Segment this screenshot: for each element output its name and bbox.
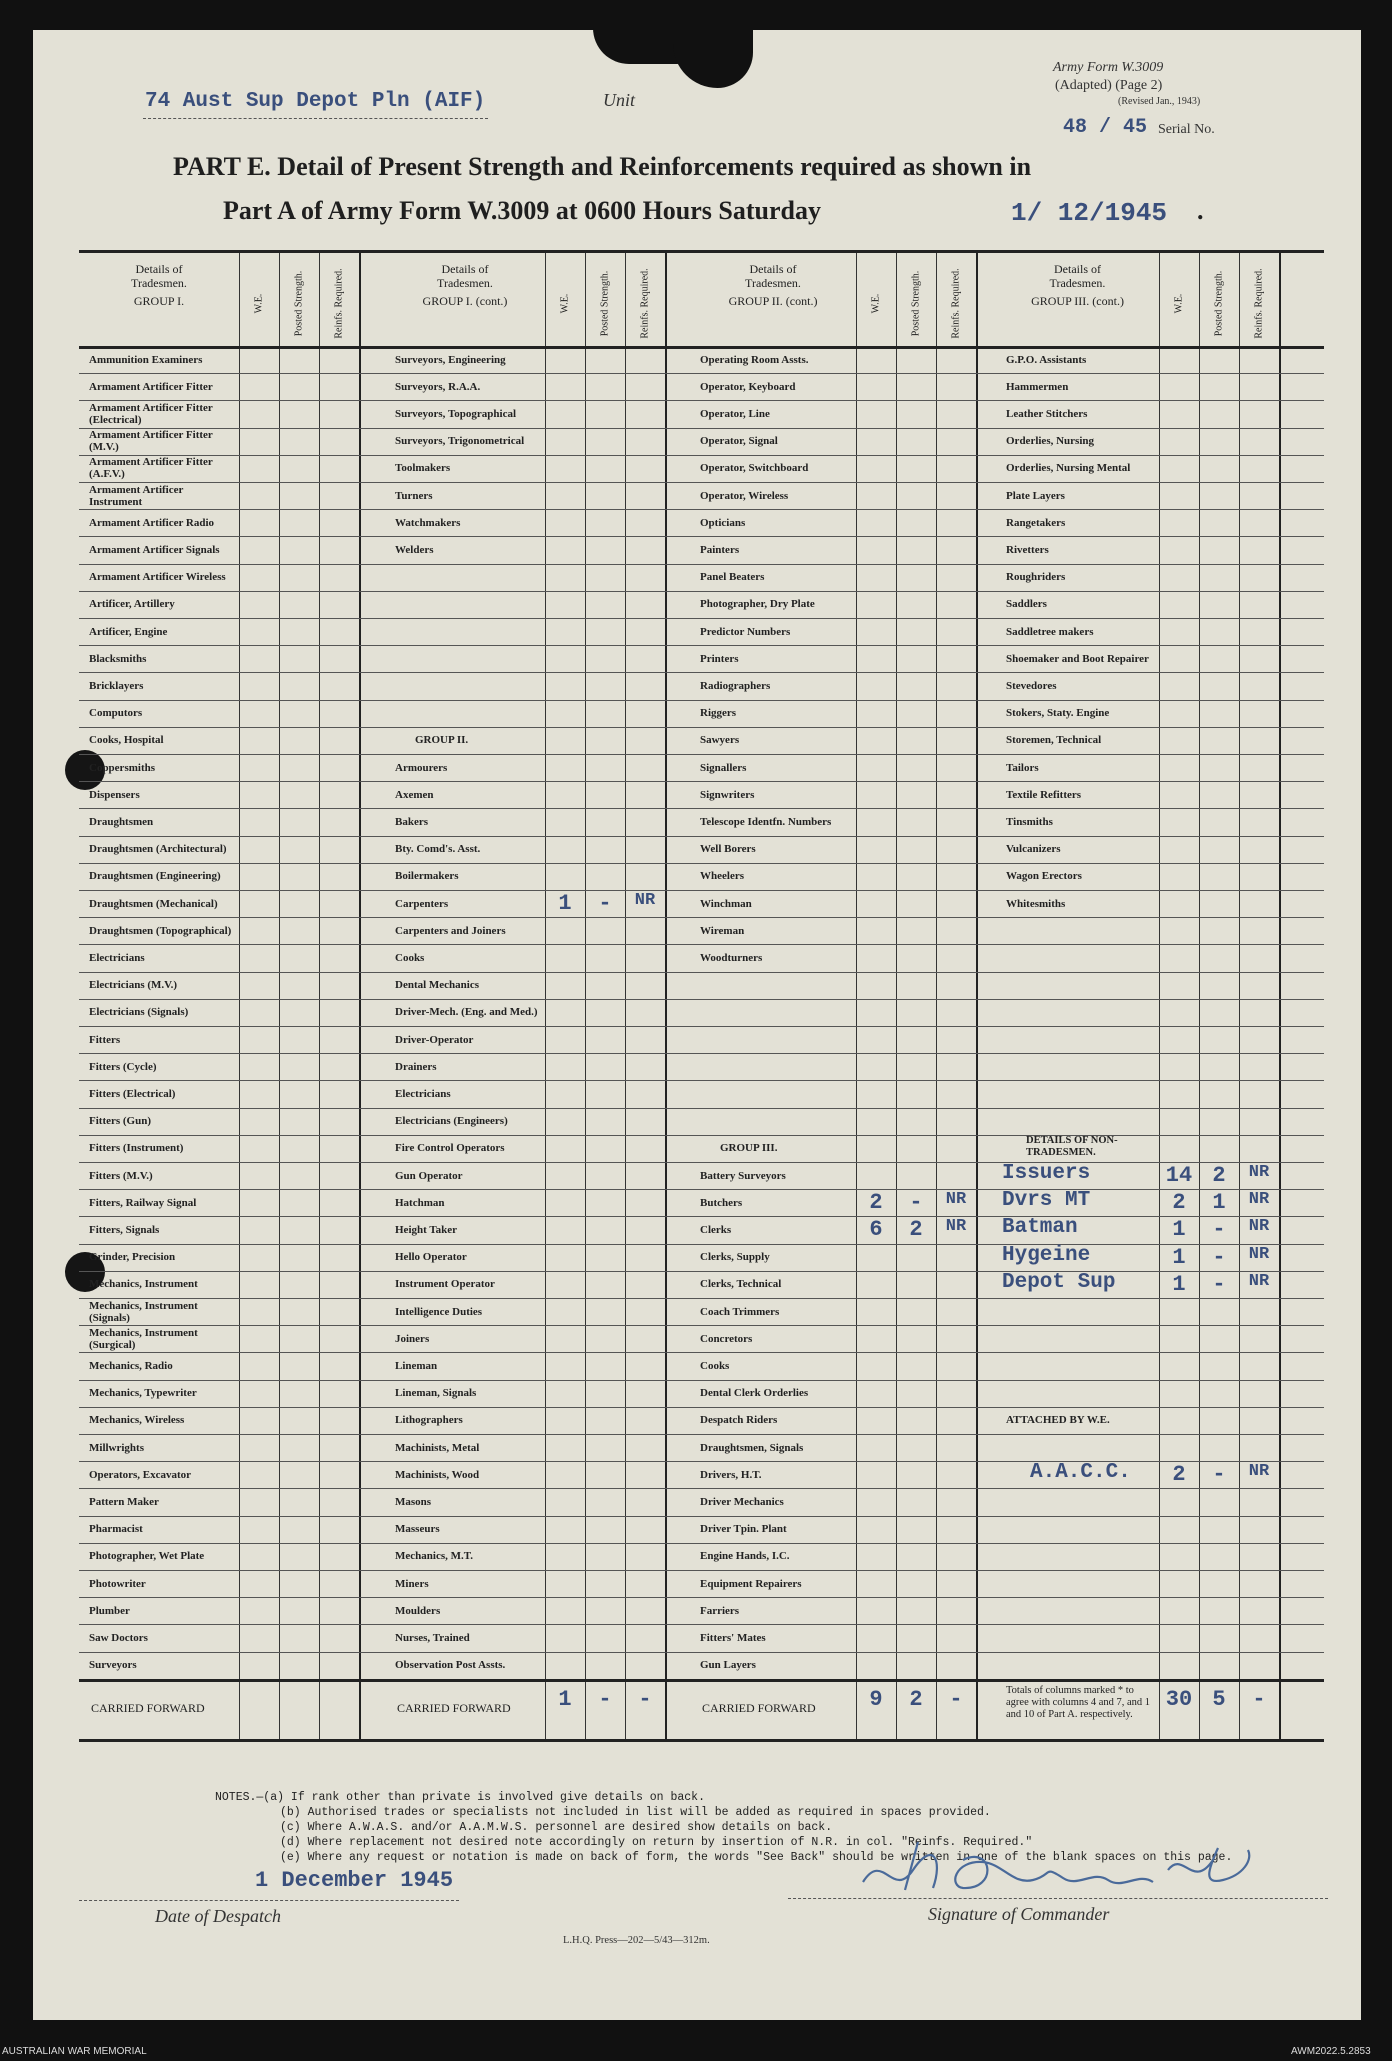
entry-value: 14 [1165,1163,1193,1188]
trade-label: Ammunition Examiners [89,353,203,366]
trade-label: Pattern Maker [89,1495,159,1508]
trade-label: Panel Beaters [700,571,765,584]
trade-label: Electricians [89,951,145,964]
trade-label: Fire Control Operators [395,1142,505,1155]
archive-left: AUSTRALIAN WAR MEMORIAL [2,2046,147,2057]
group-heading: GROUP III. [720,1141,778,1154]
totals-note: Totals of columns marked * to agree with columns 4 and 7, and 1 and 10 of Part A. respectively. [1006,1684,1151,1720]
trade-label: Turners [395,489,433,502]
trade-label: G.P.O. Assistants [1006,353,1087,366]
trade-label: Grinder, Precision [89,1251,176,1264]
sub-header [239,268,279,338]
trade-label: Fitters' Mates [700,1631,766,1644]
entry-value: 1 [1172,1217,1186,1243]
trade-label: Cooks [700,1359,730,1372]
trade-label: Mechanics, Instrument [89,1278,198,1291]
trade-label: Sawyers [700,734,740,747]
trade-label: Masons [395,1495,432,1508]
note-d: (d) Where replacement not desired note accordingly on return by insertion of N.R. in col. "Reinfs. Required." [280,1836,1033,1849]
entry-value: 2 [909,1217,923,1243]
tradesmen-table [79,250,1324,1766]
torn-edge [673,28,753,88]
trade-label: Equipment Repairers [700,1577,802,1590]
column-header [79,262,239,308]
trade-label: Draughtsmen (Topographical) [89,924,232,937]
trade-label: Mechanics, Wireless [89,1414,185,1427]
trade-label: Dental Mechanics [395,979,480,992]
trade-label: Masseurs [395,1523,440,1536]
trade-label: Mechanics, Instrument (Surgical) [89,1326,198,1351]
trade-label: Saddletree makers [1006,625,1094,638]
sub-header-label: W.E. [559,293,571,313]
trade-label: Boilermakers [395,870,459,883]
sub-header-label: Posted Strength. [293,270,305,336]
attached-name: A.A.C.C. [1030,1461,1131,1485]
trade-label: Axemen [395,788,434,801]
trade-label: Whitesmiths [1006,897,1066,910]
trade-label: Saw Doctors [89,1631,148,1644]
trade-label: Fitters (Cycle) [89,1060,157,1073]
trade-label: Photographer, Dry Plate [700,598,815,611]
trade-label: Nurses, Trained [395,1631,470,1644]
trade-label: Woodturners [700,951,763,964]
column-header [385,262,545,308]
trade-label: Mechanics, M.T. [395,1550,474,1563]
trade-label: Electricians [395,1087,451,1100]
carried-forward-label: CARRIED FORWARD [702,1700,816,1715]
row-rule [79,1080,1324,1081]
row-rule [79,972,1324,973]
sub-header [936,268,976,338]
trade-label: Lineman, Signals [395,1387,477,1400]
trade-label: Surveyors [89,1659,137,1672]
trade-label: Tailors [1006,761,1039,774]
entry-value: NR [1248,1462,1270,1482]
trade-label: Observation Post Assts. [395,1659,506,1672]
sub-header-label: Posted Strength. [1213,270,1225,336]
group-heading: DETAILS OF NON-TRADESMEN. [1026,1134,1118,1158]
title-date: 1/ 12/1945 [1011,198,1168,228]
trade-label: Carpenters [395,897,449,910]
trade-label: Photographer, Wet Plate [89,1550,205,1563]
trade-label: Despatch Riders [700,1414,778,1427]
carried-forward-value: 1 [558,1686,572,1712]
sub-header-label: Posted Strength. [910,270,922,336]
trade-label: Armament Artificer Wireless [89,571,226,584]
title-line-2: Part A of Army Form W.3009 at 0600 Hours Saturday [223,196,821,225]
trade-label: Coach Trimmers [700,1305,780,1318]
note-b: (b) Authorised trades or specialists not included in list will be added as required in spaces provided. [280,1806,991,1819]
entry-value: - [1212,1462,1226,1488]
trade-label: Bty. Comd's. Asst. [395,843,481,856]
header-group: GROUP I. (cont.) [422,294,508,308]
trade-label: Intelligence Duties [395,1305,483,1318]
unit-value: 74 Aust Sup Depot Pln (AIF) [145,90,486,113]
carried-forward-label: CARRIED FORWARD [91,1700,205,1715]
trade-label: Surveyors, R.A.A. [395,380,481,393]
sub-header [319,268,359,338]
entry-value: 2 [1172,1462,1186,1488]
trade-label: Cooks [395,951,425,964]
trade-label: Driver Mechanics [700,1495,784,1508]
trade-label: Electricians (Signals) [89,1006,189,1019]
note-e: (e) Where any request or notation is made on back of form, the words "See Back" should be written in one of the blank spaces on this page. [280,1851,1233,1864]
sub-header [279,268,319,338]
trade-label: Drivers, H.T. [700,1468,762,1481]
trade-label: Surveyors, Engineering [395,353,506,366]
trade-label: Stokers, Staty. Engine [1006,707,1110,720]
trade-label: Hatchman [395,1196,445,1209]
form-page [33,30,1361,2020]
trade-label: Cooks, Hospital [89,734,164,747]
trade-label: Draughtsmen (Engineering) [89,870,221,883]
carried-forward-value: 9 [869,1686,883,1712]
trade-label: Butchers [700,1196,743,1209]
row-rule [79,1026,1324,1027]
trade-label: Mechanics, Instrument (Signals) [89,1299,198,1324]
trade-label: Leather Stitchers [1006,407,1088,420]
entry-value: NR [1248,1217,1270,1237]
trade-label: Operator, Keyboard [700,380,796,393]
trade-label: Blacksmiths [89,652,147,665]
trade-label: Operating Room Assts. [700,353,809,366]
trade-label: Clerks, Technical [700,1278,782,1291]
trade-label: Clerks, Supply [700,1251,770,1264]
column-header [996,262,1159,308]
trade-label: Machinists, Metal [395,1441,480,1454]
trade-label: Fitters (Instrument) [89,1142,184,1155]
carried-forward-value: 2 [909,1686,923,1712]
sub-header [896,268,936,338]
entry-value: - [1212,1217,1226,1243]
sub-header-label: W.E. [1173,293,1185,313]
header-title: Details of Tradesmen. [1049,262,1106,290]
trade-label: Operator, Signal [700,435,778,448]
trade-label: Fitters (Gun) [89,1115,152,1128]
sub-header-label: Reinfs. Required. [333,267,345,339]
entry-value: 6 [869,1217,883,1243]
trade-label: Printers [700,652,739,665]
trade-label: Fitters (M.V.) [89,1169,153,1182]
entry-value: 1 [558,891,572,916]
trade-label: Lineman [395,1359,438,1372]
header-group: GROUP II. (cont.) [728,294,818,308]
group-heading: GROUP II. [415,733,469,746]
entry-value: NR [634,891,656,910]
trade-label: Operator, Switchboard [700,462,809,475]
entry-value: 2 [1212,1163,1226,1188]
entry-value: NR [945,1217,967,1237]
entry-value: NR [945,1190,967,1210]
entry-value: 1 [1212,1190,1226,1216]
carried-forward-label: CARRIED FORWARD [397,1700,511,1715]
carried-forward-value: - [638,1686,652,1712]
trade-label: Armament Artificer Radio [89,516,215,529]
sub-header-label: W.E. [870,293,882,313]
trade-label: Pharmacist [89,1523,143,1536]
trade-label: Well Borers [700,843,756,856]
trade-label: Roughriders [1006,571,1066,584]
header-group: GROUP I. [133,294,185,308]
trade-label: Draughtsmen, Signals [700,1441,804,1454]
sub-header [1159,268,1199,338]
trade-label: Driver-Operator [395,1033,474,1046]
trade-label: Armament Artificer Fitter (A.F.V.) [89,456,213,481]
sub-header [625,268,665,338]
table-top-rule [79,250,1324,253]
entry-value: - [1212,1271,1226,1297]
trade-label: Hammermen [1006,380,1069,393]
non-tradesman-name: Hygeine [1002,1243,1091,1267]
trade-label: Telescope Identfn. Numbers [700,815,832,828]
carried-forward-rule [79,1679,1324,1682]
header-title: Details of Tradesmen. [437,262,493,290]
trade-label: Opticians [700,516,746,529]
trade-label: Shoemaker and Boot Repairer [1006,652,1149,665]
sub-header-label: Posted Strength. [599,270,611,336]
trade-label: Operators, Excavator [89,1468,192,1481]
trade-label: Driver Tpin. Plant [700,1523,787,1536]
signature-label: Signature of Commander [928,1904,1110,1924]
trade-label: Armament Artificer Fitter (M.V.) [89,429,213,454]
attached-label: ATTACHED BY W.E. [1006,1413,1110,1426]
sub-header-label: W.E. [253,293,265,313]
trade-label: Gun Layers [700,1659,756,1672]
sub-header-label: Reinfs. Required. [1253,267,1265,339]
trade-label: Concretors [700,1332,753,1345]
press-mark: L.H.Q. Press—202—5/43—312m. [563,1935,710,1946]
header-title: Details of Tradesmen. [745,262,801,290]
trade-label: Wheelers [700,870,744,883]
trade-label: Draughtsmen [89,815,154,828]
trade-label: Draughtsmen (Architectural) [89,843,227,856]
trade-label: Fitters [89,1033,121,1046]
trade-label: Battery Surveyors [700,1169,786,1182]
trade-label: Surveyors, Trigonometrical [395,435,525,448]
trade-label: Winchman [700,897,752,910]
title-end: . [1197,196,1204,225]
trade-label: Wireman [700,924,745,937]
non-tradesman-name: Issuers [1002,1162,1091,1185]
trade-label: Hello Operator [395,1251,467,1264]
sub-header [856,268,896,338]
entry-value: NR [1248,1163,1270,1182]
trade-label: Gun Operator [395,1169,463,1182]
trade-label: Dental Clerk Orderlies [700,1387,809,1400]
total-value: 30 [1165,1686,1193,1712]
trade-label: Predictor Numbers [700,625,791,638]
trade-label: Mechanics, Typewriter [89,1387,197,1400]
trade-label: Engine Hands, I.C. [700,1550,790,1563]
trade-label: Miners [395,1577,429,1590]
trade-label: Instrument Operator [395,1278,495,1291]
trade-label: Painters [700,543,740,556]
title-line-1: PART E. Detail of Present Strength and Reinforcements required as shown in [173,152,1032,181]
trade-label: Joiners [395,1332,430,1345]
trade-label: Riggers [700,707,737,720]
trade-label: Signallers [700,761,747,774]
trade-label: Dispensers [89,788,140,801]
despatch-line [79,1900,459,1901]
trade-label: Textile Refitters [1006,788,1082,801]
form-adapted: (Adapted) (Page 2) [1055,78,1163,93]
trade-label: Saddlers [1006,598,1047,611]
trade-label: Bakers [395,815,428,828]
trade-label: Carpenters and Joiners [395,924,506,937]
unit-underline [143,118,488,119]
trade-label: Storemen, Technical [1006,734,1102,747]
sub-header [545,268,585,338]
entry-value: 2 [869,1190,883,1216]
trade-label: Toolmakers [395,462,451,475]
trade-label: Bricklayers [89,679,144,692]
unit-label: Unit [603,90,636,110]
header-group: GROUP III. (cont.) [1031,294,1124,308]
non-tradesman-name: Depot Sup [1002,1270,1116,1294]
trade-label: Millwrights [89,1441,144,1454]
note-a: NOTES.—(a) If rank other than private is involved give details on back. [215,1791,705,1804]
column-header [690,262,856,308]
trade-label: Orderlies, Nursing Mental [1006,462,1131,475]
trade-label: Armourers [395,761,448,774]
serial-label: Serial No. [1158,122,1215,137]
table-bottom-rule [79,1739,1324,1742]
trade-label: Orderlies, Nursing [1006,435,1094,448]
trade-label: Farriers [700,1604,740,1617]
trade-label: Plate Layers [1006,489,1065,502]
signature-line [788,1898,1328,1899]
trade-label: Surveyors, Topographical [395,407,517,420]
sub-header-label: Reinfs. Required. [639,267,651,339]
entry-value: 1 [1172,1271,1186,1297]
trade-label: Artificer, Artillery [89,598,175,611]
trade-label: Coppersmiths [89,761,156,774]
row-rule [79,1053,1324,1054]
trade-label: Artificer, Engine [89,625,168,638]
trade-label: Mechanics, Radio [89,1359,173,1372]
trade-label: Lithographers [395,1414,463,1427]
trade-label: Drainers [395,1060,437,1073]
trade-label: Radiographers [700,679,771,692]
trade-label: Machinists, Wood [395,1468,480,1481]
row-rule [79,1108,1324,1109]
non-tradesman-name: Dvrs MT [1002,1189,1091,1213]
entry-value: - [598,891,612,916]
entry-value: NR [1248,1271,1270,1291]
trade-label: Armament Artificer Signals [89,543,220,556]
trade-label: Armament Artificer Fitter (Electrical) [89,401,213,426]
trade-label: Plumber [89,1604,130,1617]
trade-label: Vulcanizers [1006,843,1061,856]
archive-right: AWM2022.5.2853 [1291,2046,1371,2057]
trade-label: Electricians (M.V.) [89,979,178,992]
despatch-label: Date of Despatch [155,1906,281,1926]
trade-label: Driver-Mech. (Eng. and Med.) [395,1006,538,1019]
form-name: Army Form W.3009 [1053,60,1164,75]
trade-label: Fitters, Railway Signal [89,1196,197,1209]
despatch-date: 1 December 1945 [255,1868,454,1893]
trade-label: Stevedores [1006,679,1057,692]
row-rule [79,999,1324,1000]
sub-header [1199,268,1239,338]
trade-label: Armament Artificer Fitter [89,380,213,393]
trade-label: Signwriters [700,788,755,801]
trade-label: Armament Artificer Instrument [89,483,184,508]
trade-label: Rangetakers [1006,516,1066,529]
entry-value: NR [1248,1244,1270,1264]
entry-value: - [909,1190,923,1216]
entry-value: NR [1248,1190,1270,1210]
trade-label: Welders [395,543,434,556]
sub-header-label: Reinfs. Required. [950,267,962,339]
trade-label: Clerks [700,1223,732,1236]
non-tradesman-name: Batman [1002,1216,1078,1240]
trade-label: Draughtsmen (Mechanical) [89,897,218,910]
trade-label: Rivetters [1006,543,1049,556]
entry-value: 2 [1172,1190,1186,1216]
trade-label: Computors [89,707,143,720]
trade-label: Operator, Wireless [700,489,789,502]
carried-forward-value: - [598,1686,612,1712]
trade-label: Photowriter [89,1577,146,1590]
trade-label: Height Taker [395,1223,458,1236]
trade-label: Fitters (Electrical) [89,1087,176,1100]
header-title: Details of Tradesmen. [131,262,187,290]
trade-label: Moulders [395,1604,441,1617]
carried-forward-value: - [949,1686,963,1712]
trade-label: Fitters, Signals [89,1223,160,1236]
sub-header [585,268,625,338]
form-revised: (Revised Jan., 1943) [1118,96,1201,107]
trade-label: Electricians (Engineers) [395,1115,508,1128]
entry-value: 1 [1172,1244,1186,1270]
note-c: (c) Where A.W.A.S. and/or A.A.M.W.S. personnel are desired show details on back. [280,1821,833,1834]
trade-label: Operator, Line [700,407,770,420]
total-value: - [1252,1686,1266,1712]
entry-value: - [1212,1244,1226,1270]
total-value: 5 [1212,1686,1226,1712]
sub-header [1239,268,1279,338]
trade-label: Watchmakers [395,516,461,529]
trade-label: Tinsmiths [1006,815,1053,828]
trade-label: Wagon Erectors [1006,870,1082,883]
serial-value: 48 / 45 [1063,116,1148,139]
